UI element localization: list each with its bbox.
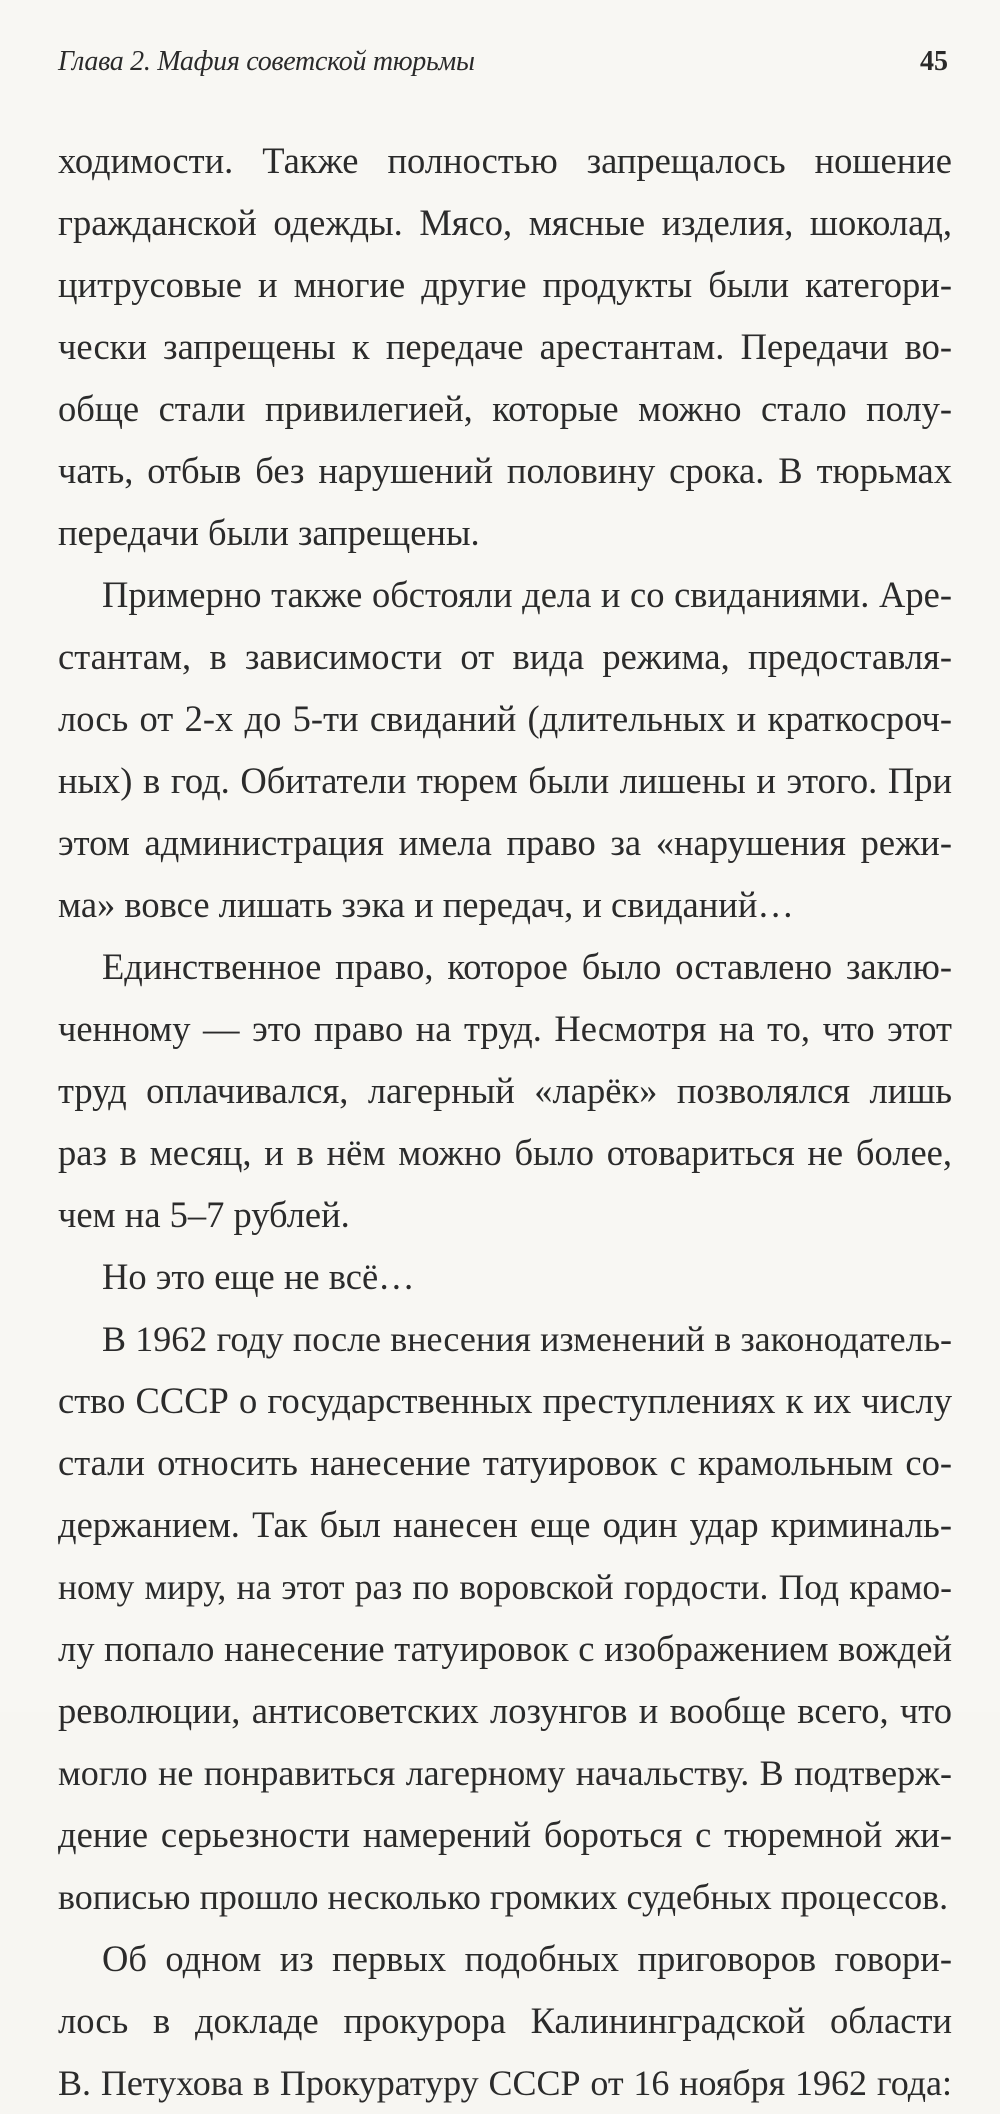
text-line: революции, антисоветских лозунгов и вообще всего, что [58,1690,952,1731]
text-line: вописью прошло несколько громких судебных процессов. [58,1877,949,1917]
text-line: ство СССР о государственных преступлениях к их числу [58,1380,952,1421]
text-line: труд оплачивался, лагерный «ларёк» позволялся лишь [58,1070,952,1111]
text-line: цитрусовые и многие другие продукты были категори- [58,264,952,305]
chapter-title: Глава 2. Мафия советской тюрьмы [58,46,475,77]
text-line: чать, отбыв без нарушений половину срока. В тюрьмах [58,450,952,491]
body-text [58,130,952,2114]
text-line: чем на 5–7 рублей. [58,1194,350,1235]
text-line: ма» вовсе лишать зэка и передач, и свиданий… [58,884,794,925]
text-line: этом администрация имела право за «нарушения режи- [58,822,952,863]
text-line: В. Петухова в Прокуратуру СССР от 16 ноября 1962 года: [58,2063,952,2103]
text-line: чески запрещены к передаче арестантам. Передачи во- [58,326,952,367]
text-line: лу попало нанесение татуировок с изображением вождей [58,1628,952,1669]
text-line: лось в докладе прокурора Калининградской области [58,2000,952,2041]
text-line: стали относить нанесение татуировок с крамольным со- [58,1442,952,1483]
text-line: Но это еще не всё… [102,1256,415,1297]
text-line: передачи были запрещены. [58,512,480,553]
text-line: Примерно также обстояли дела и со свиданиями. Аре- [102,574,952,615]
text-line: Об одном из первых подобных приговоров говори- [102,1938,952,1979]
text-line: ченному — это право на труд. Несмотря на то, что этот [58,1008,952,1049]
text-line: гражданской одежды. Мясо, мясные изделия, шоколад, [58,202,952,243]
text-line: держанием. Так был нанесен еще один удар криминаль- [58,1504,952,1545]
text-line: лось от 2-х до 5-ти свиданий (длительных и краткосроч- [58,698,952,739]
text-line: стантам, в зависимости от вида режима, предоставля- [58,636,952,677]
text-line: Единственное право, которое было оставлено заклю- [102,946,952,987]
text-line: ходимости. Также полностью запрещалось ношение [58,140,952,181]
text-line: В 1962 году после внесения изменений в законодатель- [102,1319,952,1359]
text-line: обще стали привилегией, которые можно стало полу- [58,388,952,429]
text-line: дение серьезности намерений бороться с тюремной жи- [58,1814,952,1855]
page-number: 45 [920,46,948,77]
text-line: могло не понравиться лагерному начальству. В подтверж- [58,1753,952,1793]
text-line: раз в месяц, и в нём можно было отовариться не более, [58,1132,952,1173]
text-line: ному миру, на этот раз по воровской гордости. Под крамо- [58,1567,952,1607]
running-header [58,46,948,86]
text-line: ных) в год. Обитатели тюрем были лишены и этого. При [58,760,952,801]
